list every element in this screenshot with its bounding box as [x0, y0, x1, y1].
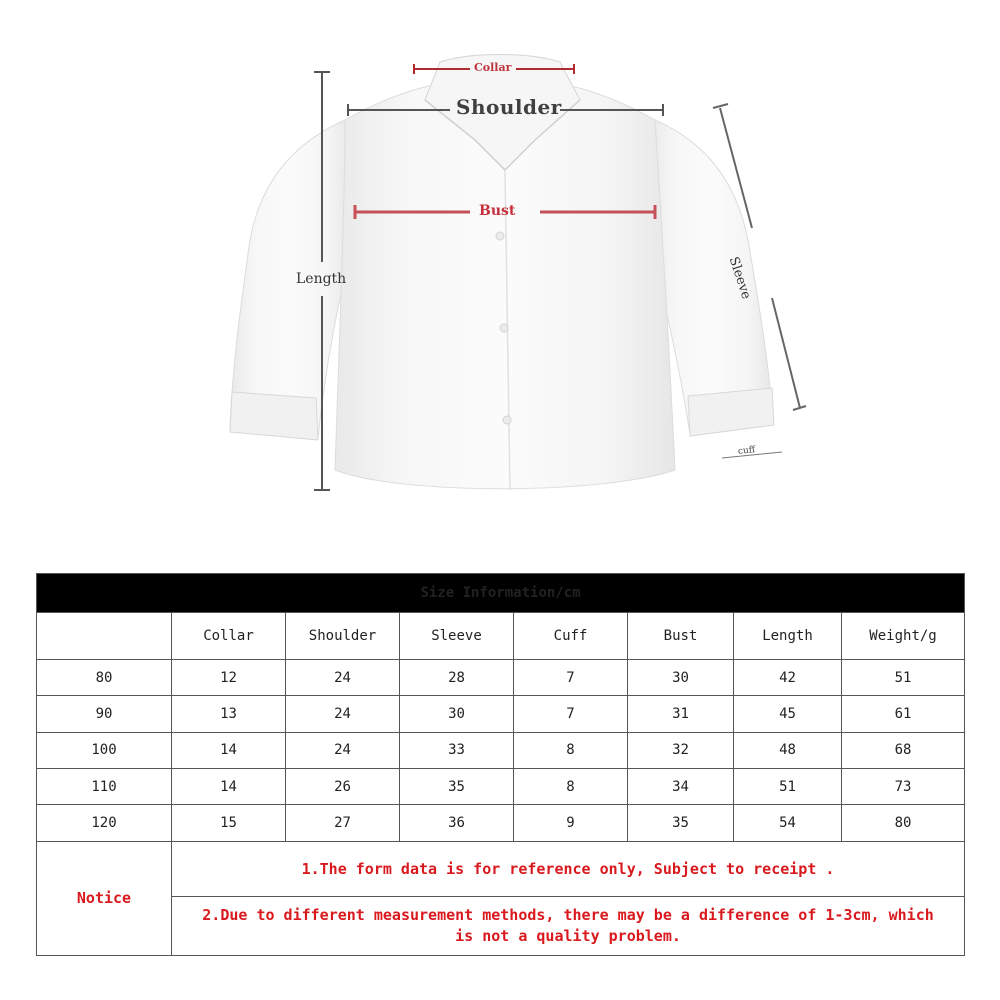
length-label: Length [296, 271, 347, 287]
notice-row-1 [37, 841, 965, 897]
size-table [36, 573, 965, 956]
cuff-label: cuff [737, 445, 756, 457]
table-row [37, 696, 965, 732]
table-cell: 12 [172, 659, 286, 695]
table-row [37, 732, 965, 768]
table-cell: 7 [514, 696, 628, 732]
header-cell-cuff: Cuff [514, 613, 628, 659]
table-cell: 48 [734, 732, 842, 768]
table-cell: 36 [400, 805, 514, 841]
table-cell: 24 [286, 732, 400, 768]
notice-label: Notice [37, 841, 172, 955]
table-title-row [37, 574, 965, 613]
notice-text-1: 1.The form data is for reference only, Subject to receipt . [172, 841, 965, 897]
table-cell: 80 [37, 659, 172, 695]
header-cell-length: Length [734, 613, 842, 659]
table-cell: 24 [286, 696, 400, 732]
table-cell: 26 [286, 769, 400, 805]
table-cell: 9 [514, 805, 628, 841]
table-cell: 42 [734, 659, 842, 695]
table-cell: 30 [628, 659, 734, 695]
bust-label: Bust [479, 203, 516, 219]
table-cell: 24 [286, 659, 400, 695]
collar-label: Collar [474, 61, 512, 74]
table-cell: 61 [842, 696, 965, 732]
notice-row-2 [37, 897, 965, 956]
table-cell: 51 [734, 769, 842, 805]
table-cell: 32 [628, 732, 734, 768]
notice-text-2: 2.Due to different measurement methods, there may be a difference of 1-3cm, which is not a quality problem. [172, 897, 965, 956]
table-cell: 54 [734, 805, 842, 841]
table-cell: 73 [842, 769, 965, 805]
table-cell: 8 [514, 732, 628, 768]
header-cell-sleeve: Sleeve [400, 613, 514, 659]
table-cell: 90 [37, 696, 172, 732]
table-cell: 35 [400, 769, 514, 805]
table-row [37, 769, 965, 805]
table-cell: 35 [628, 805, 734, 841]
header-cell-weight: Weight/g [842, 613, 965, 659]
table-cell: 51 [842, 659, 965, 695]
table-cell: 120 [37, 805, 172, 841]
table-row [37, 659, 965, 695]
table-cell: 68 [842, 732, 965, 768]
table-header-row [37, 613, 965, 659]
table-cell: 7 [514, 659, 628, 695]
table-cell: 31 [628, 696, 734, 732]
table-cell: 27 [286, 805, 400, 841]
table-cell: 15 [172, 805, 286, 841]
header-cell-shoulder: Shoulder [286, 613, 400, 659]
shoulder-label: Shoulder [456, 95, 562, 119]
table-cell: 14 [172, 732, 286, 768]
header-cell-bust: Bust [628, 613, 734, 659]
table-cell: 14 [172, 769, 286, 805]
header-cell-size [37, 613, 172, 659]
table-row [37, 805, 965, 841]
table-cell: 33 [400, 732, 514, 768]
header-cell-collar: Collar [172, 613, 286, 659]
table-cell: 45 [734, 696, 842, 732]
table-cell: 80 [842, 805, 965, 841]
table-cell: 28 [400, 659, 514, 695]
table-cell: 30 [400, 696, 514, 732]
table-cell: 13 [172, 696, 286, 732]
table-cell: 34 [628, 769, 734, 805]
table-cell: 110 [37, 769, 172, 805]
table-cell: 8 [514, 769, 628, 805]
table-title: Size Information/cm [37, 574, 965, 613]
table-cell: 100 [37, 732, 172, 768]
sleeve-label: Sleeve [725, 255, 754, 302]
